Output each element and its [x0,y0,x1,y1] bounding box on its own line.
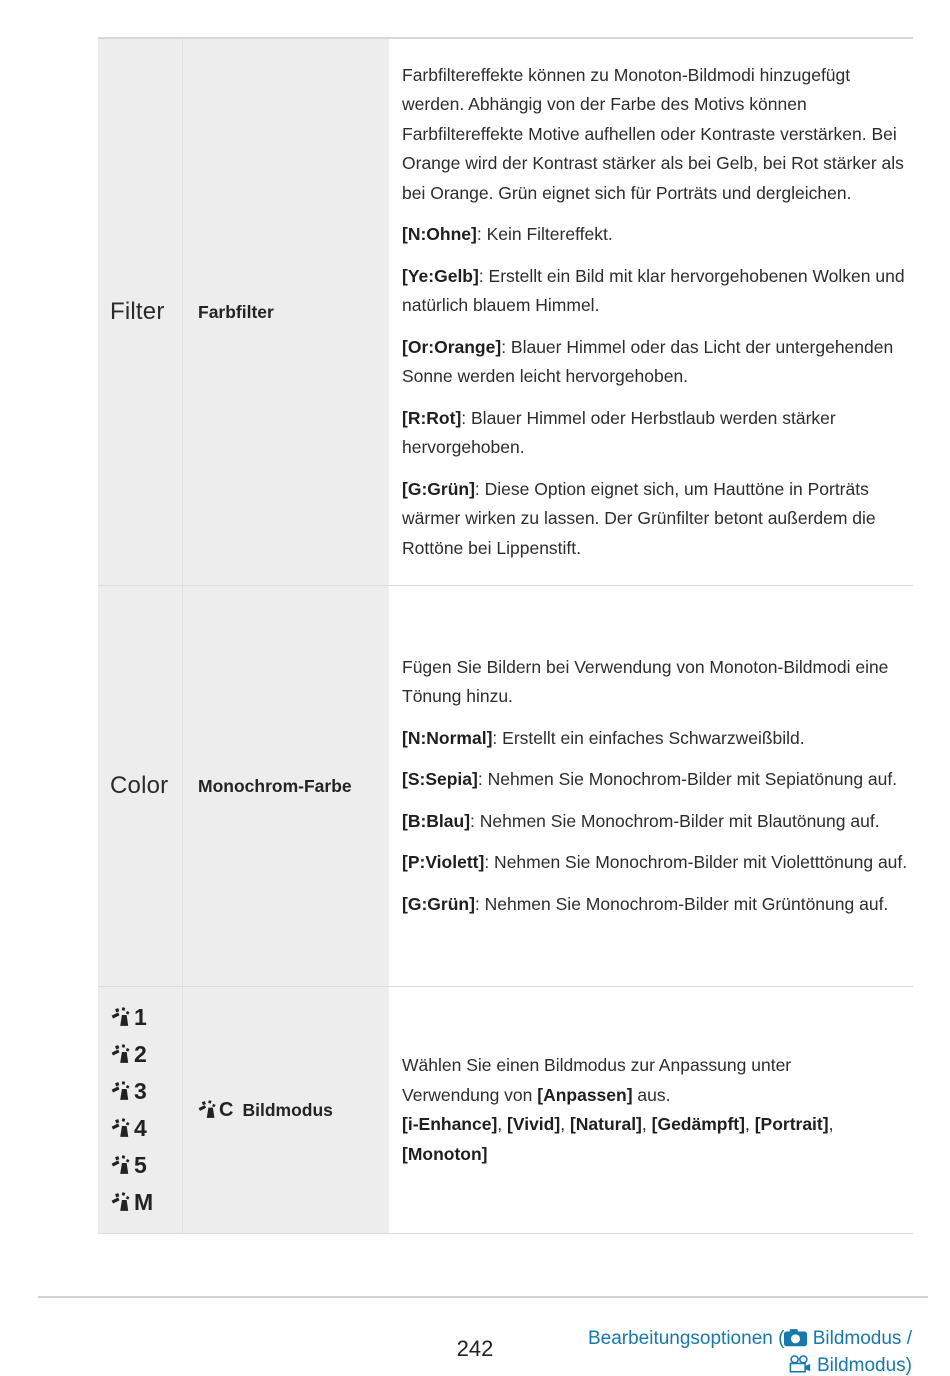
cell-option-color [98,586,183,986]
footer-reference-link[interactable] [588,1325,912,1376]
cell-setting-monochrom-farbe [183,586,389,986]
cell-description-monochrom-farbe [389,586,913,986]
picture-mode-icon [111,1044,132,1065]
description-paragraph: [R:Rot]: Blauer Himmel oder Herbstlaub werden stärker hervorgehoben. [402,407,836,458]
picture-mode-icon [198,1100,218,1120]
description-paragraph: [N:Normal]: Erstellt ein einfaches Schwarzweißbild. [402,727,805,748]
reference-prefix: Bearbeitungsoptionen ( [587,1328,785,1349]
custom-mode-number: 2 [134,1041,147,1067]
custom-mode-number: 3 [134,1078,147,1104]
custom-mode-item [111,1184,153,1221]
setting-label: Bildmodus [242,1099,333,1120]
page-number: 242 [456,1336,494,1361]
setting-label: Monochrom-Farbe [198,775,352,796]
description-paragraph: [Or:Orange]: Blauer Himmel oder das Licht der untergehenden Sonne werden leicht hervorgehoben. [402,336,894,387]
footer-divider [38,1296,928,1298]
description-paragraph: Farbfiltereffekte können zu Monoton-Bildmodi hinzugefügt werden. Abhängig von der Farbe des Motivs können Farbfiltereffekte Motive aufhellen oder Kontraste verstärken. Bei Orange wird der Kontrast stärker als bei Gelb, bei Rot stärker als bei Orange. Grün eignet sich für Porträts und dergleichen. [402,64,904,203]
cell-setting-bildmodus [183,987,389,1233]
description-paragraph: [B:Blau]: Nehmen Sie Monochrom-Bilder mit Blautönung auf. [402,810,880,831]
cell-option-filter [98,39,183,585]
description-paragraph: Wählen Sie einen Bildmodus zur Anpassung unter Verwendung von [Anpassen] aus. [i-Enhance], [Vivid], [Natural], [Gedämpft], [Portrait], [Monoton] [402,1055,834,1164]
custom-mode-item [111,1147,147,1184]
camera-icon [784,1328,807,1347]
setting-label: Farbfilter [198,301,274,322]
custom-mode-item [111,999,147,1036]
cell-description-farbfilter [389,39,913,585]
picture-mode-icon [111,1007,132,1028]
custom-mode-item [111,1073,147,1110]
picture-mode-icon [111,1155,132,1176]
picture-mode-icon [111,1081,132,1102]
reference-movie-label: Bildmodus) [816,1355,912,1376]
settings-table [98,37,913,1234]
option-label: Color [110,772,169,799]
picture-mode-icon [111,1118,132,1139]
description-paragraph: [G:Grün]: Diese Option eignet sich, um Hauttöne in Porträts wärmer wirken zu lassen. Der Grünfilter betont außerdem die Rottöne bei Lippenstift. [402,478,876,558]
custom-mode-number: M [134,1189,154,1215]
reference-camera-label: Bildmodus / [812,1328,912,1349]
table-row-filter [98,39,913,585]
table-row-custom-picture-modes [98,986,913,1233]
option-label: Filter [110,298,165,325]
custom-mode-item [111,1110,147,1147]
table-row-color [98,585,913,986]
description-paragraph: [Ye:Gelb]: Erstellt ein Bild mit klar hervorgehobenen Wolken und natürlich blauem Himmel. [402,265,905,316]
description-paragraph: [P:Violett]: Nehmen Sie Monochrom-Bilder mit Violetttönung auf. [402,852,908,873]
picture-mode-c-label: C [219,1098,234,1121]
cell-description-bildmodus [389,987,913,1233]
movie-camera-icon [788,1354,812,1374]
cell-setting-farbfilter [183,39,389,585]
custom-mode-item [111,1036,147,1073]
custom-mode-number: 5 [134,1152,147,1178]
custom-mode-number: 1 [134,1004,147,1030]
custom-mode-number: 4 [134,1115,147,1141]
picture-mode-icon [111,1192,132,1213]
description-paragraph: Fügen Sie Bildern bei Verwendung von Monoton-Bildmodi eine Tönung hinzu. [402,656,889,707]
description-paragraph: [G:Grün]: Nehmen Sie Monochrom-Bilder mit Grüntönung auf. [402,893,889,914]
description-paragraph: [N:Ohne]: Kein Filtereffekt. [402,224,613,245]
cell-custom-mode-list [98,987,183,1233]
description-paragraph: [S:Sepia]: Nehmen Sie Monochrom-Bilder mit Sepiatönung auf. [402,769,898,790]
